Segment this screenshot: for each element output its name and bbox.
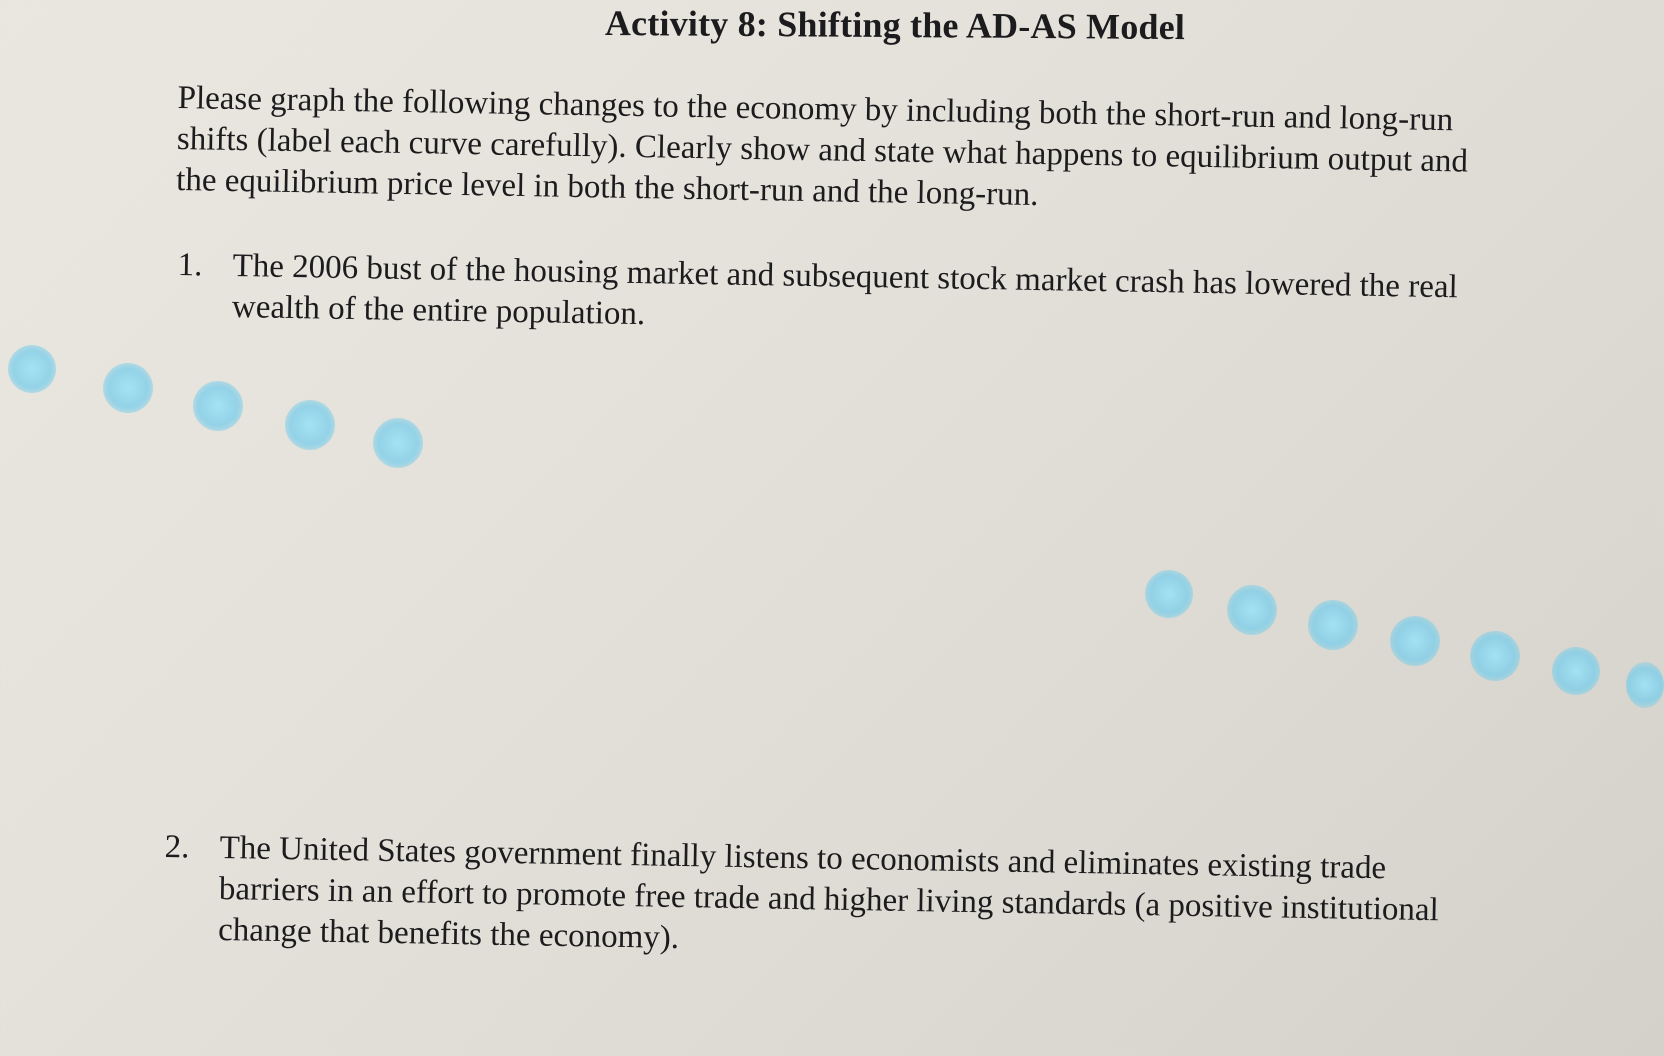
question-2 bbox=[163, 827, 1485, 973]
question-number: 2. bbox=[164, 828, 190, 866]
activity-title: Activity 8: Shifting the AD-AS Model bbox=[604, 2, 1186, 48]
question-text: The 2006 bust of the housing market and subsequent stock market crash has lowered the real wealth of the entire population. bbox=[231, 247, 1459, 333]
light-reflection bbox=[1470, 631, 1520, 681]
light-reflection bbox=[285, 400, 335, 450]
light-reflection bbox=[373, 418, 423, 468]
light-reflection bbox=[1390, 616, 1440, 666]
light-reflection bbox=[103, 363, 153, 413]
light-reflection bbox=[1626, 662, 1664, 708]
question-number: 1. bbox=[177, 246, 203, 284]
question-1 bbox=[177, 245, 1488, 350]
light-reflection bbox=[1308, 600, 1358, 650]
instructions-paragraph: Please graph the following changes to the economy by including both the short-run and long-run shifts (label each curve carefully). Clearly show and state what happens to equilibrium output and the equilibrium price level in both the short-run and the long-run. bbox=[175, 79, 1469, 214]
question-text: The United States government finally listens to economists and eliminates existing trade barriers in an effort to promote free trade and higher living standards (a positive institutional change that benefits the economy). bbox=[217, 829, 1440, 956]
light-reflection bbox=[1227, 585, 1277, 635]
light-reflection bbox=[1552, 647, 1600, 695]
light-reflection bbox=[1145, 570, 1193, 618]
light-reflection bbox=[8, 345, 56, 393]
light-reflection bbox=[193, 381, 243, 431]
